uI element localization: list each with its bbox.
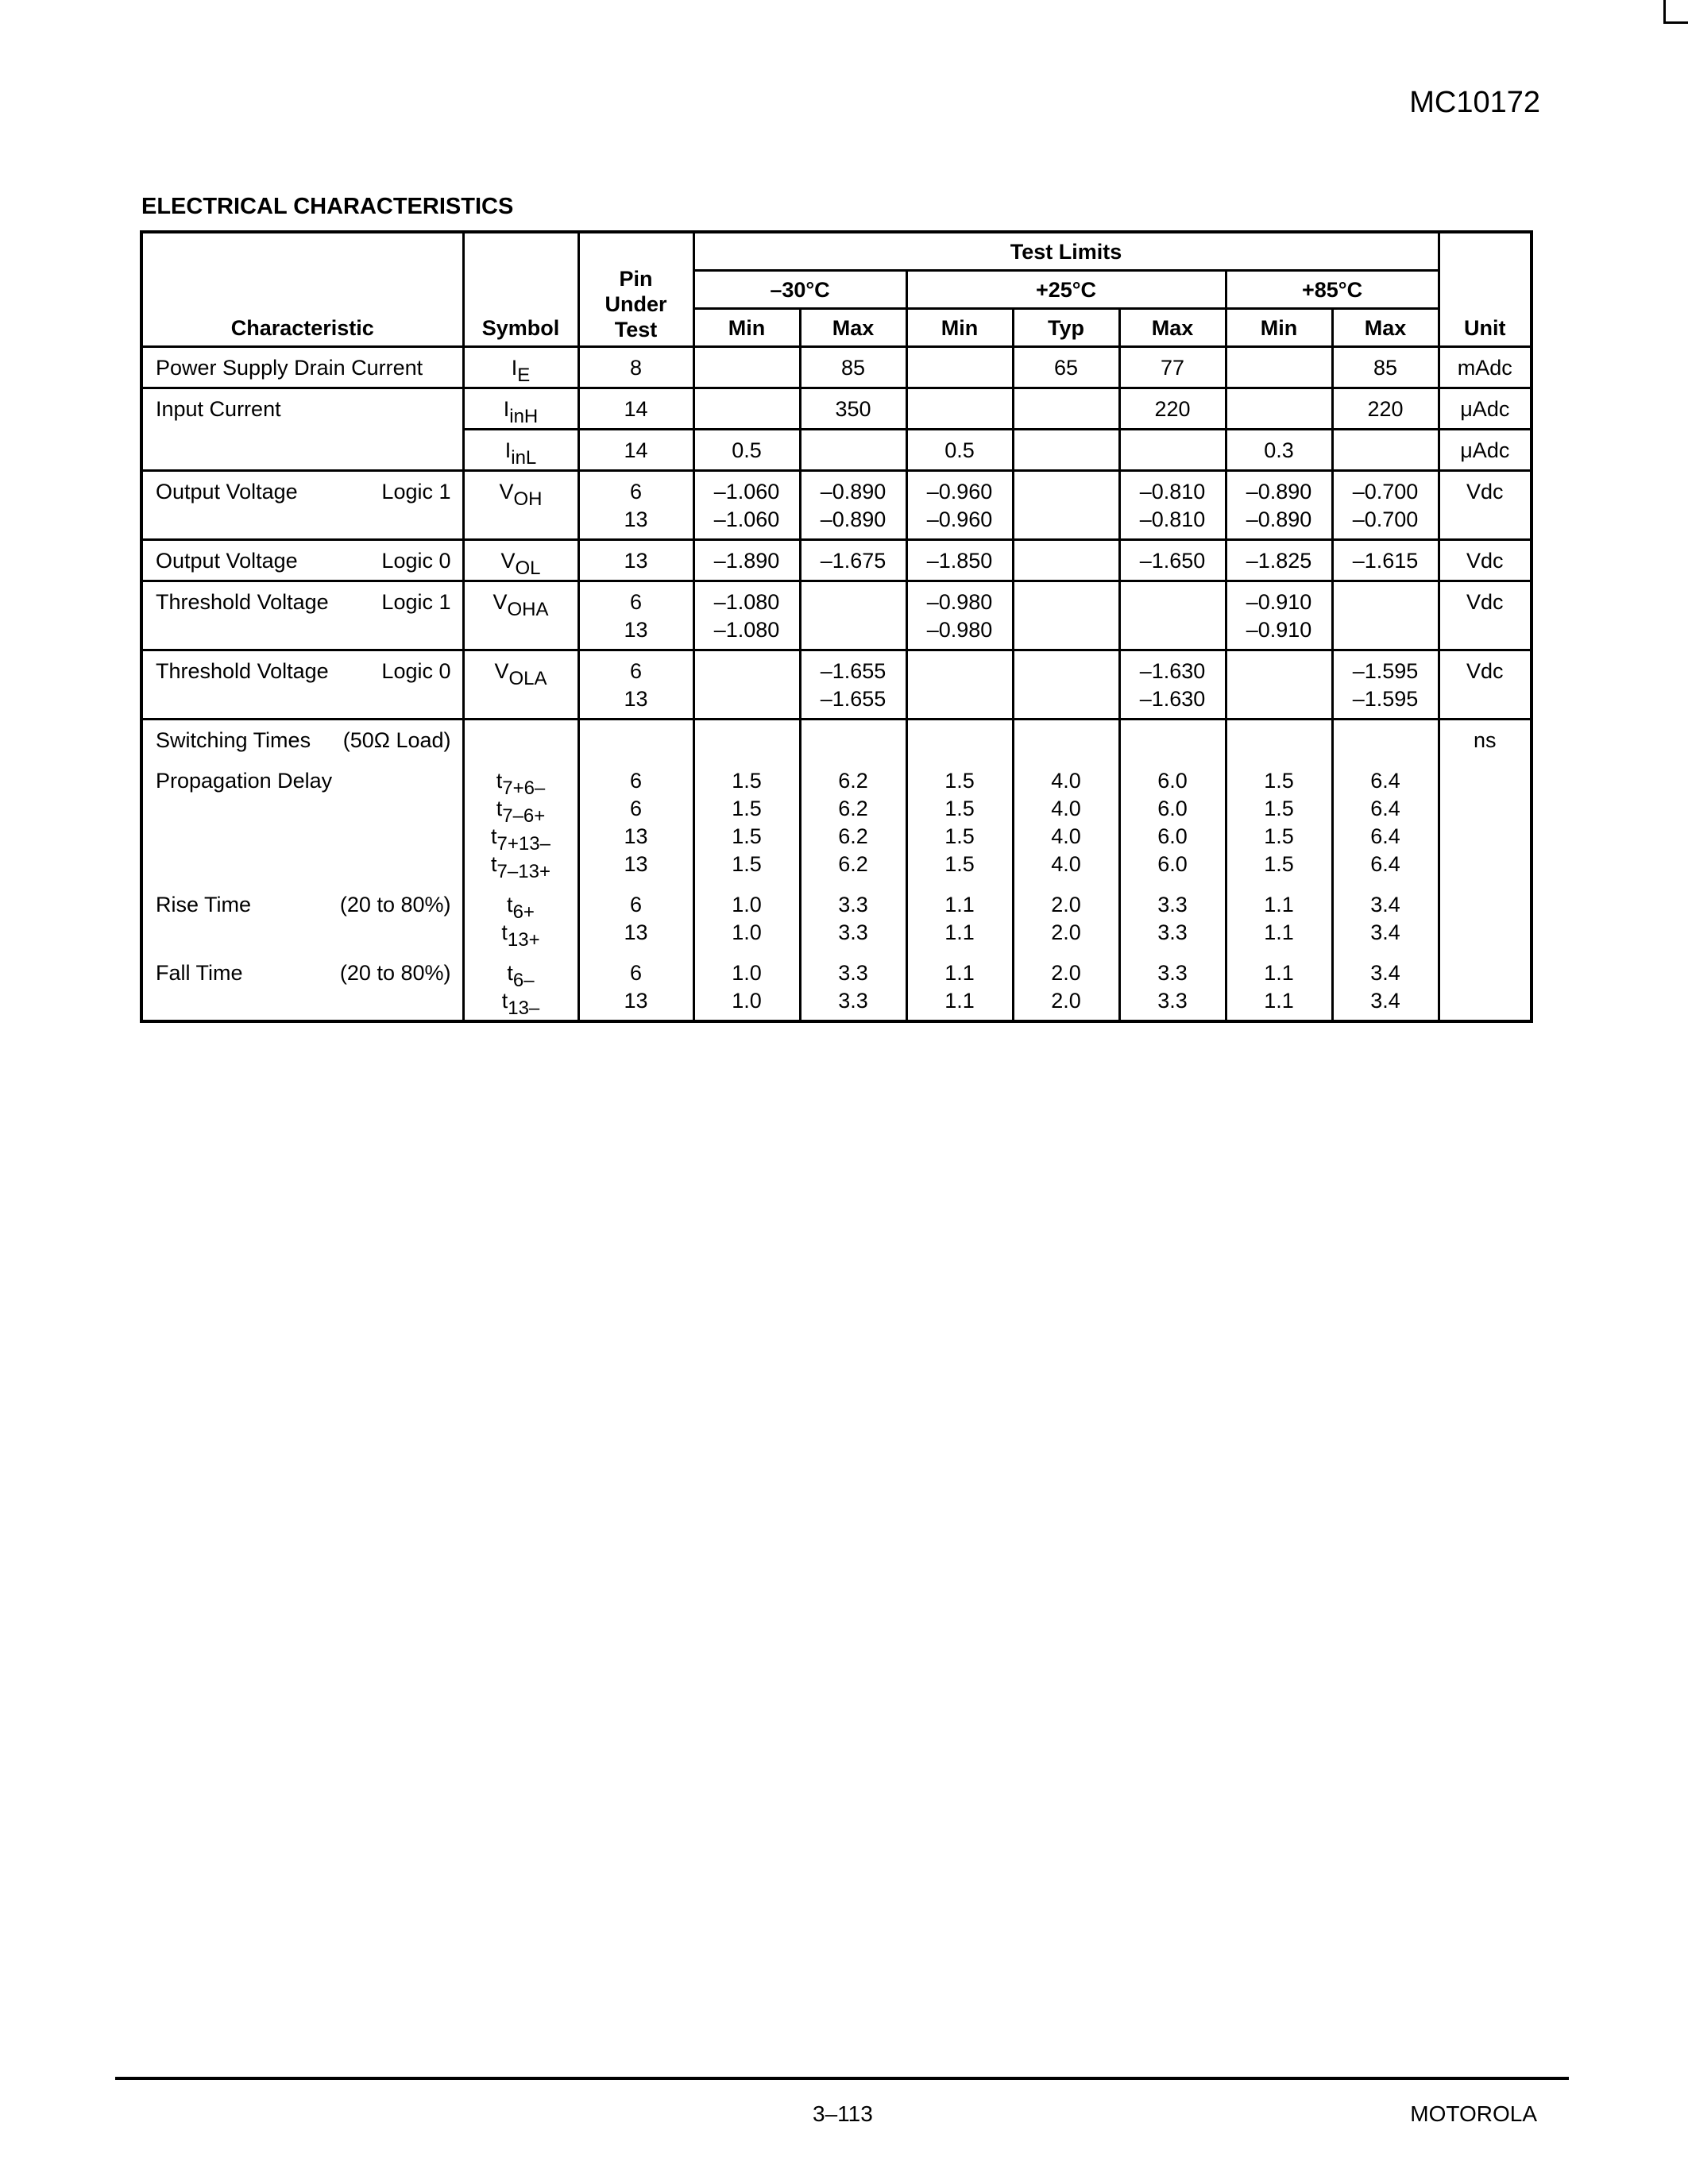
header-min: Min bbox=[1226, 309, 1332, 347]
header-typ: Typ bbox=[1013, 309, 1119, 347]
value-cell: 1.5 1.5 1.5 1.5 1.1 1.1 1.1 1.1 bbox=[906, 720, 1013, 1022]
unit-cell: ns bbox=[1439, 720, 1532, 1022]
value-cell: 85 bbox=[800, 347, 906, 388]
value-cell bbox=[1226, 347, 1332, 388]
value-cell bbox=[1013, 581, 1119, 650]
crop-mark bbox=[1663, 0, 1666, 24]
value-cell: –1.825 bbox=[1226, 540, 1332, 581]
value-cell: –0.700 –0.700 bbox=[1332, 471, 1439, 540]
value-cell: –0.890 –0.890 bbox=[1226, 471, 1332, 540]
value-cell: –1.675 bbox=[800, 540, 906, 581]
characteristic-cell: Output Voltage Logic 1 bbox=[141, 471, 463, 540]
value-cell: 6.4 6.4 6.4 6.4 3.4 3.4 3.4 3.4 bbox=[1332, 720, 1439, 1022]
value-cell: –0.980 –0.980 bbox=[906, 581, 1013, 650]
characteristic-cell: Threshold Voltage Logic 1 bbox=[141, 581, 463, 650]
value-cell bbox=[1119, 581, 1226, 650]
value-cell: –1.060 –1.060 bbox=[693, 471, 800, 540]
value-cell: –0.960 –0.960 bbox=[906, 471, 1013, 540]
value-cell: –1.890 bbox=[693, 540, 800, 581]
publisher-name: MOTOROLA bbox=[1410, 2101, 1537, 2126]
header-max: Max bbox=[800, 309, 906, 347]
value-cell: 220 bbox=[1332, 388, 1439, 430]
value-cell bbox=[906, 388, 1013, 430]
unit-cell: Vdc bbox=[1439, 471, 1532, 540]
unit-cell: Vdc bbox=[1439, 581, 1532, 650]
value-cell: –0.810 –0.810 bbox=[1119, 471, 1226, 540]
value-cell: 1.5 1.5 1.5 1.5 1.1 1.1 1.1 1.1 bbox=[1226, 720, 1332, 1022]
header-unit: Unit bbox=[1439, 232, 1532, 347]
characteristic-cell: Output Voltage Logic 0 bbox=[141, 540, 463, 581]
value-cell bbox=[693, 650, 800, 720]
pin-cell: 6 13 bbox=[578, 581, 693, 650]
symbol-cell: $I_E$ bbox=[463, 347, 578, 388]
value-cell: 0.5 bbox=[693, 430, 800, 471]
table-row bbox=[141, 471, 1532, 540]
value-cell: 4.0 4.0 4.0 4.0 2.0 2.0 2.0 2.0 bbox=[1013, 720, 1119, 1022]
value-cell: 350 bbox=[800, 388, 906, 430]
value-cell: 85 bbox=[1332, 347, 1439, 388]
pin-cell: 6 13 bbox=[578, 471, 693, 540]
part-number: MC10172 bbox=[1409, 86, 1540, 119]
value-cell bbox=[1119, 430, 1226, 471]
value-cell bbox=[1332, 430, 1439, 471]
page-number: 3–113 bbox=[813, 2101, 873, 2126]
header-temp-plus25: +25°C bbox=[906, 271, 1226, 309]
symbol-cell: $V_{OLA}$ bbox=[463, 650, 578, 720]
value-cell: –1.595 –1.595 bbox=[1332, 650, 1439, 720]
value-cell: –0.910 –0.910 bbox=[1226, 581, 1332, 650]
value-cell bbox=[1013, 471, 1119, 540]
characteristic-cell: Input Current bbox=[141, 388, 463, 471]
characteristic-cell: Threshold Voltage Logic 0 bbox=[141, 650, 463, 720]
value-cell bbox=[1013, 650, 1119, 720]
unit-cell: μAdc bbox=[1439, 388, 1532, 430]
symbol-cell: $I_{inH}$ bbox=[463, 388, 578, 430]
header-pin-under-test: Pin Under Test bbox=[578, 232, 693, 347]
unit-cell: μAdc bbox=[1439, 430, 1532, 471]
unit-cell: Vdc bbox=[1439, 650, 1532, 720]
value-cell: –1.850 bbox=[906, 540, 1013, 581]
table-row bbox=[141, 650, 1532, 720]
table-row bbox=[141, 581, 1532, 650]
value-cell: 77 bbox=[1119, 347, 1226, 388]
value-cell bbox=[1013, 388, 1119, 430]
value-cell: 1.5 1.5 1.5 1.5 1.0 1.0 1.0 1.0 bbox=[693, 720, 800, 1022]
symbol-cell: $V_{OH}$ bbox=[463, 471, 578, 540]
value-cell: –1.655 –1.655 bbox=[800, 650, 906, 720]
table-row bbox=[141, 388, 1532, 430]
value-cell: –1.615 bbox=[1332, 540, 1439, 581]
pin-cell: 8 bbox=[578, 347, 693, 388]
header-temp-plus85: +85°C bbox=[1226, 271, 1439, 309]
pin-cell: 14 bbox=[578, 430, 693, 471]
symbol-cell: $V_{OHA}$ bbox=[463, 581, 578, 650]
characteristic-cell: Power Supply Drain Current bbox=[141, 347, 463, 388]
header-symbol: Symbol bbox=[463, 232, 578, 347]
footer-rule bbox=[115, 2077, 1569, 2080]
value-cell bbox=[1013, 540, 1119, 581]
value-cell bbox=[906, 650, 1013, 720]
value-cell: 220 bbox=[1119, 388, 1226, 430]
pin-cell: 6 6 13 13 6 13 6 13 bbox=[578, 720, 693, 1022]
value-cell: 6.0 6.0 6.0 6.0 3.3 3.3 3.3 3.3 bbox=[1119, 720, 1226, 1022]
table-row bbox=[141, 347, 1532, 388]
value-cell bbox=[1226, 388, 1332, 430]
value-cell: –0.890 –0.890 bbox=[800, 471, 906, 540]
symbol-cell: $I_{inL}$ bbox=[463, 430, 578, 471]
pin-cell: 6 13 bbox=[578, 650, 693, 720]
header-max: Max bbox=[1332, 309, 1439, 347]
value-cell bbox=[800, 581, 906, 650]
table-row bbox=[141, 540, 1532, 581]
pin-cell: 13 bbox=[578, 540, 693, 581]
value-cell bbox=[906, 347, 1013, 388]
value-cell bbox=[1332, 581, 1439, 650]
value-cell: 0.3 bbox=[1226, 430, 1332, 471]
value-cell: –1.630 –1.630 bbox=[1119, 650, 1226, 720]
value-cell bbox=[693, 347, 800, 388]
header-min: Min bbox=[693, 309, 800, 347]
value-cell: –1.080 –1.080 bbox=[693, 581, 800, 650]
header-test-limits: Test Limits bbox=[693, 232, 1439, 271]
header-min: Min bbox=[906, 309, 1013, 347]
value-cell bbox=[693, 388, 800, 430]
symbol-cell: $t_{7+6-}$ $t_{7-6+}$ $t_{7+13-}$ $t_{7-13+}$ $t_{6+}$ $t_{13+}$ $t_{6-}$ $t_{13-}$ bbox=[463, 720, 578, 1022]
value-cell: 0.5 bbox=[906, 430, 1013, 471]
header-characteristic: Characteristic bbox=[141, 232, 463, 347]
crop-mark bbox=[1663, 21, 1688, 24]
header-temp-minus30: –30°C bbox=[693, 271, 906, 309]
value-cell bbox=[1226, 650, 1332, 720]
section-title: ELECTRICAL CHARACTERISTICS bbox=[141, 194, 514, 219]
electrical-characteristics-table bbox=[140, 230, 1533, 1023]
value-cell bbox=[800, 430, 906, 471]
table-row bbox=[141, 720, 1532, 1022]
characteristic-cell: Switching Times (50Ω Load) Propagation Delay Rise Time (20 to 80%) Fall Time (20 to 80%) bbox=[141, 720, 463, 1022]
symbol-cell: $V_{OL}$ bbox=[463, 540, 578, 581]
value-cell: 6.2 6.2 6.2 6.2 3.3 3.3 3.3 3.3 bbox=[800, 720, 906, 1022]
pin-cell: 14 bbox=[578, 388, 693, 430]
value-cell: –1.650 bbox=[1119, 540, 1226, 581]
value-cell: 65 bbox=[1013, 347, 1119, 388]
header-max: Max bbox=[1119, 309, 1226, 347]
unit-cell: Vdc bbox=[1439, 540, 1532, 581]
unit-cell: mAdc bbox=[1439, 347, 1532, 388]
value-cell bbox=[1013, 430, 1119, 471]
